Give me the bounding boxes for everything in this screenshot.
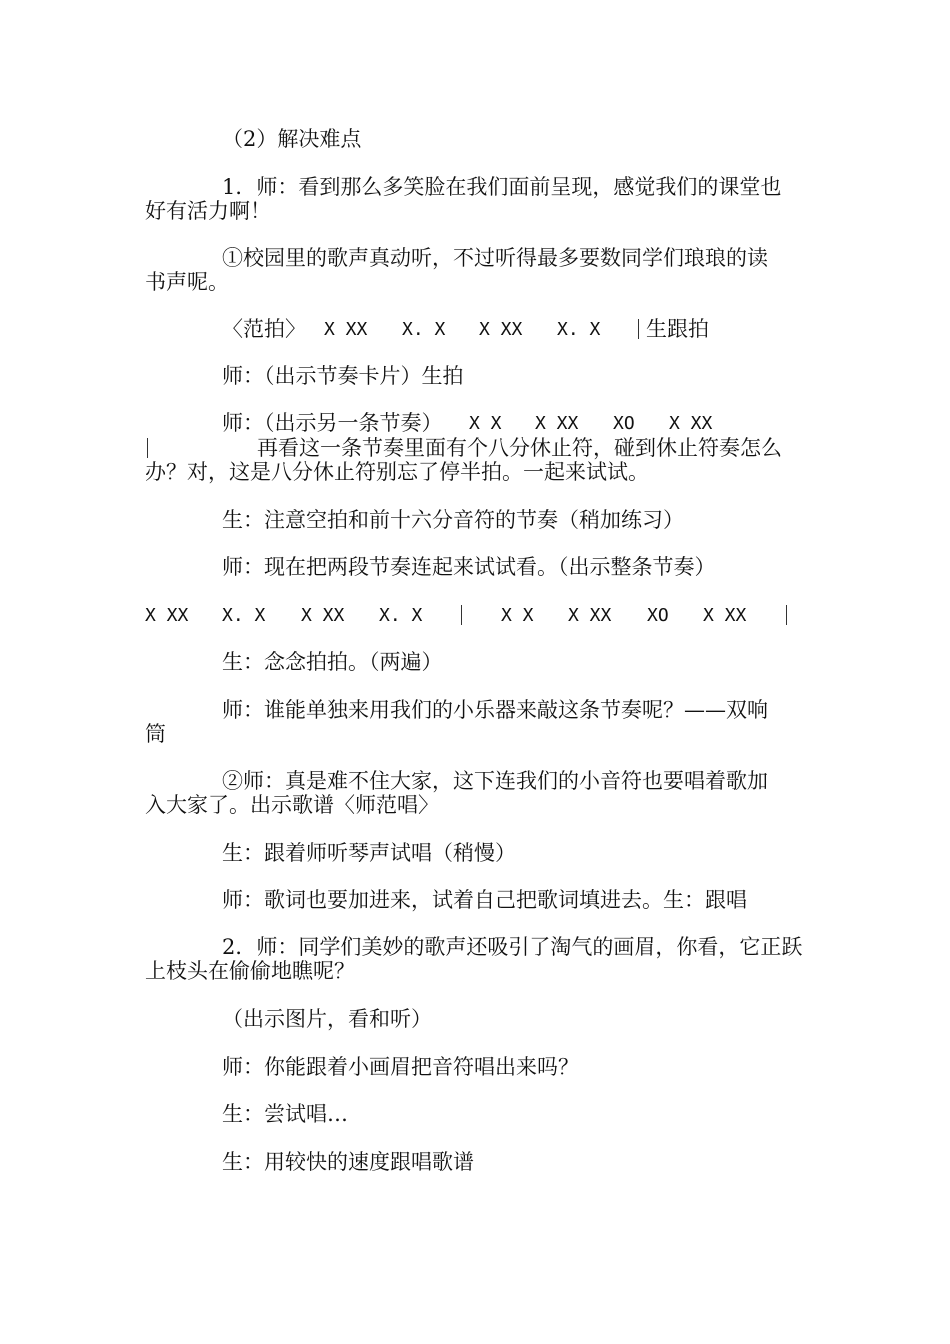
rhythm-note: X. X [402,319,446,340]
rhythm-note: X XX [324,319,368,340]
section-heading: （2）解决难点 [222,127,362,151]
rhythm-note: X. X [557,319,601,340]
paragraph-line: 生：用较快的速度跟唱歌谱 [222,1150,474,1174]
paragraph-line: 师：谁能单独来用我们的小乐器来敲这条节奏呢？——双响 [222,698,768,722]
paragraph-line: 上枝头在偷偷地瞧呢？ [145,959,355,983]
rhythm-note: X XX [669,413,713,434]
rhythm-note: X X [501,605,534,626]
paragraph-line: 师：（出示节奏卡片）生拍 [222,364,464,388]
paragraph-line: （出示图片，看和听） [222,1007,432,1031]
rhythm-note: X XX [568,605,612,626]
rhythm-note: XO [647,605,669,626]
paragraph-line: 入大家了。出示歌谱〈师范唱〉 [145,793,439,817]
paragraph-line: ①校园里的歌声真动听，不过听得最多要数同学们琅琅的读 [222,246,768,270]
rhythm-note: X. X [379,605,423,626]
paragraph-line: 好有活力啊！ [145,199,271,223]
rhythm-note: X X [469,413,502,434]
barline [461,603,462,627]
paragraph-line: 生：念念拍拍。（两遍） [222,650,443,674]
barline [786,603,787,627]
paragraph-line: 书声呢。 [145,270,229,294]
rhythm-note: X XX [703,605,747,626]
paragraph-text: 生跟拍 [646,317,709,341]
rhythm-note: X XX [145,605,189,626]
paragraph-line: 师：歌词也要加进来，试着自己把歌词填进去。生：跟唱 [222,888,747,912]
paragraph-line: 筒 [145,722,166,746]
rhythm-note: X. X [222,605,266,626]
rhythm-note: X XX [301,605,345,626]
paragraph-line: 2．师：同学们美妙的歌声还吸引了淘气的画眉，你看，它正跃 [222,935,803,959]
paragraph-line: ②师：真是难不住大家，这下连我们的小音符也要唱着歌加 [222,769,768,793]
rhythm-note: XO [613,413,635,434]
rhythm-note: X XX [535,413,579,434]
paragraph-line: 再看这一条节奏里面有个八分休止符，碰到休止符奏怎么 [257,436,782,460]
paragraph-text: 师：（出示另一条节奏） [222,411,443,435]
paragraph-line: 生：注意空拍和前十六分音符的节奏（稍加练习） [222,508,684,532]
rhythm-label: 〈范拍〉 [222,317,306,341]
paragraph-line: 生：跟着师听琴声试唱（稍慢） [222,841,516,865]
paragraph-line: 1．师：看到那么多笑脸在我们面前呈现，感觉我们的课堂也 [222,175,782,199]
paragraph-line: 师：你能跟着小画眉把音符唱出来吗？ [222,1055,579,1079]
paragraph-line: 生：尝试唱… [222,1102,348,1126]
paragraph-line: 办？对，这是八分休止符别忘了停半拍。一起来试试。 [145,460,649,484]
rhythm-note: X XX [479,319,523,340]
barline [638,317,639,341]
paragraph-line: 师：现在把两段节奏连起来试试看。（出示整条节奏） [222,555,716,579]
barline [147,436,148,460]
